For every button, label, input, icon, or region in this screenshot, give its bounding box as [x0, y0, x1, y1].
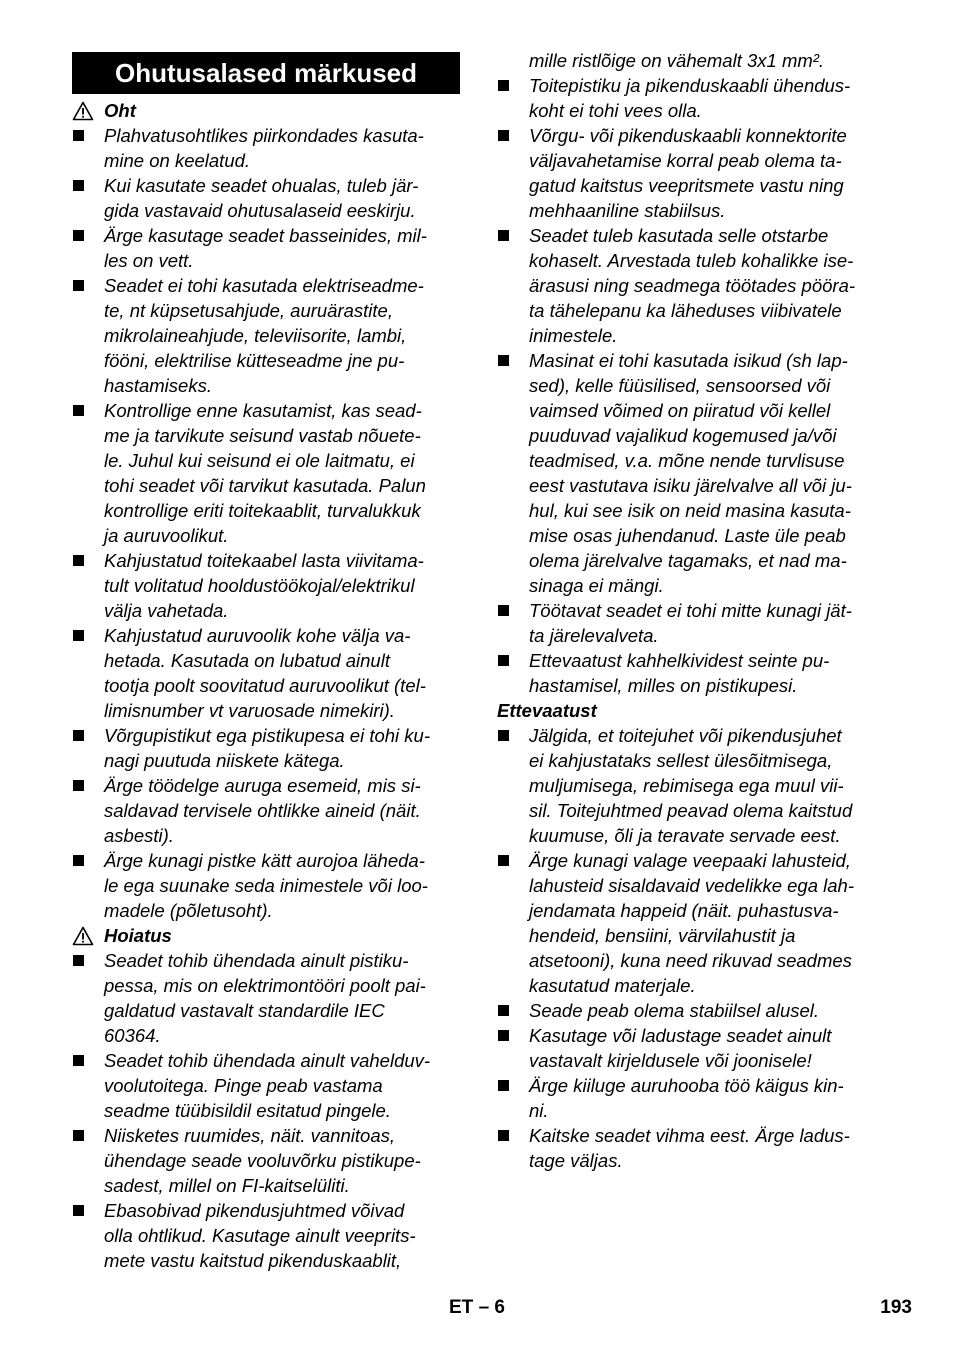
square-bullet-icon	[73, 855, 84, 866]
list-item	[72, 273, 460, 398]
list-item	[72, 723, 460, 773]
list-item	[497, 73, 889, 123]
list-item	[72, 223, 460, 273]
list-item-text: Seadet tuleb kasutada selle otstarbe kohaselt. Arvestada tuleb kohalikke ise- ärasusi ning seadmega töötades pööra- ta tähelepanu ka läheduses viibivatele inimestele.	[529, 225, 856, 346]
square-bullet-icon	[498, 355, 509, 366]
warning-heading-label: Hoiatus	[104, 925, 172, 946]
list-item-text: Kahjustatud toitekaabel lasta viivitama- tult volitatud hooldustöökojal/elektrikul välja vahetada.	[104, 550, 424, 621]
square-bullet-icon	[73, 280, 84, 291]
footer-language: ET	[449, 1297, 474, 1318]
square-bullet-icon	[73, 1205, 84, 1216]
list-item	[72, 773, 460, 848]
square-bullet-icon	[73, 555, 84, 566]
list-item-text: Ettevaatust kahhelkividest seinte pu- hastamisel, milles on pistikupesi.	[529, 650, 830, 696]
list-item	[72, 548, 460, 623]
square-bullet-icon	[498, 1130, 509, 1141]
square-bullet-icon	[73, 130, 84, 141]
warning-triangle-icon	[72, 926, 94, 946]
danger-heading	[72, 98, 460, 123]
list-item-text: Seade peab olema stabiilsel alusel.	[529, 1000, 820, 1021]
list-item	[72, 123, 460, 173]
square-bullet-icon	[73, 955, 84, 966]
left-column	[72, 48, 460, 1273]
square-bullet-icon	[73, 730, 84, 741]
square-bullet-icon	[73, 230, 84, 241]
list-item	[497, 598, 889, 648]
square-bullet-icon	[73, 1130, 84, 1141]
list-item	[497, 223, 889, 348]
list-item-text: Kontrollige enne kasutamist, kas sead- me ja tarvikute seisund vastab nõuete- le. Juhul kui seisund ei ole laitmatu, ei tohi seadet või tarvikut kasutada. Palun kontrollige eriti toitekaablit, turvalukkuk ja auruvoolikut.	[104, 400, 426, 546]
square-bullet-icon	[498, 80, 509, 91]
square-bullet-icon	[498, 230, 509, 241]
list-item-text: Niisketes ruumides, näit. vannitoas, ühendage seade vooluvõrku pistikupe- sadest, millel on FI-kaitselüliti.	[104, 1125, 421, 1196]
list-item-text: Plahvatusohtlikes piirkondades kasuta- mine on keelatud.	[104, 125, 424, 171]
square-bullet-icon	[73, 780, 84, 791]
list-item-text: Kui kasutate seadet ohualas, tuleb jär- gida vastavaid ohutusalaseid eeskirju.	[104, 175, 419, 221]
list-item-text: Töötavat seadet ei tohi mitte kunagi jät- ta järelevalveta.	[529, 600, 852, 646]
list-item-text: Kaitske seadet vihma eest. Ärge ladus- tage väljas.	[529, 1125, 850, 1171]
list-item	[72, 623, 460, 723]
square-bullet-icon	[73, 405, 84, 416]
list-item	[72, 948, 460, 1048]
list-item	[497, 1073, 889, 1123]
danger-list	[72, 123, 460, 923]
list-item-text: Ärge kasutage seadet basseinides, mil- les on vett.	[104, 225, 427, 271]
square-bullet-icon	[498, 855, 509, 866]
list-item	[497, 348, 889, 598]
square-bullet-icon	[498, 1080, 509, 1091]
list-item-text: Kasutage või ladustage seadet ainult vastavalt kirjeldusele või joonisele!	[529, 1025, 832, 1071]
list-item	[497, 723, 889, 848]
right-column	[497, 48, 889, 1173]
warning-list	[72, 948, 460, 1273]
list-item-text: Ärge kiiluge auruhooba töö käigus kin- ni.	[529, 1075, 844, 1121]
list-item-text: Seadet tohib ühendada ainult pistiku- pessa, mis on elektrimontööri poolt pai- galdatud vastavalt standardile IEC 60364.	[104, 950, 426, 1046]
warning-list-continued	[497, 73, 889, 698]
list-item	[72, 848, 460, 923]
list-item-text: Toitepistiku ja pikenduskaabli ühendus- koht ei tohi vees olla.	[529, 75, 851, 121]
square-bullet-icon	[498, 1005, 509, 1016]
page-number: 193	[880, 1297, 912, 1318]
list-item-text: Võrgupistikut ega pistikupesa ei tohi ku- nagi puutuda niiskete kätega.	[104, 725, 430, 771]
square-bullet-icon	[498, 605, 509, 616]
square-bullet-icon	[73, 1055, 84, 1066]
square-bullet-icon	[73, 180, 84, 191]
list-item-text: Kahjustatud auruvoolik kohe välja va- hetada. Kasutada on lubatud ainult tootja poolt soovitatud auruvoolikut (tel- limisnumber vt varuosade nimekiri).	[104, 625, 426, 721]
warning-heading	[72, 923, 460, 948]
list-item-text: Seadet ei tohi kasutada elektriseadme- te, nt küpsetusahjude, auruärastite, mikrolaineahjude, televiisorite, lambi, fööni, elektrilise kütteseadme jne pu- hastamiseks.	[104, 275, 424, 396]
list-item	[497, 998, 889, 1023]
list-item-text: Seadet tohib ühendada ainult vahelduv- voolutoitega. Pinge peab vastama seadme tüübisildil esitatud pingele.	[104, 1050, 431, 1121]
square-bullet-icon	[73, 630, 84, 641]
caution-heading: Ettevaatust	[497, 700, 597, 721]
list-item-text: Ärge kunagi valage veepaaki lahusteid, lahusteid sisaldavaid vedelikke ega lah- jendamata happeid (näit. puhastusva- hendeid, bensiini, värvilahustit ja atsetooni), kuna need rikuvad seadmes kasutatud materjale.	[529, 850, 854, 996]
list-item	[497, 1023, 889, 1073]
list-item	[72, 1048, 460, 1123]
list-item	[497, 123, 889, 223]
page-title: Ohutusalased märkused	[72, 52, 460, 94]
continued-text: mille ristlõige on vähemalt 3x1 mm².	[529, 50, 825, 71]
list-item	[72, 1198, 460, 1273]
list-item	[72, 398, 460, 548]
footer-section-label	[0, 1297, 954, 1319]
square-bullet-icon	[498, 130, 509, 141]
list-item	[497, 848, 889, 998]
footer-dash: –	[478, 1297, 490, 1318]
list-item-text: Ärge kunagi pistke kätt aurojoa läheda- le ega suunake seda inimestele või loo- madele (põletusoht).	[104, 850, 428, 921]
warning-triangle-icon	[72, 101, 94, 121]
list-item-text: Masinat ei tohi kasutada isikud (sh lap- sed), kelle füüsilised, sensoorsed või vaimsed võimed on piiratud või kellel puuduvad vajalikud kogemused ja/või teadmised, v.a. mõne nende turvlisuse eest vastutava isiku järelvalve all või ju- hul, kui see isik on neid masina kasuta- mise osas juhendanud. Laste üle peab olema järelvalve tagamaks, et nad ma- sinaga ei mängi.	[529, 350, 852, 596]
caution-list	[497, 723, 889, 1173]
list-item	[497, 648, 889, 698]
list-item-text: Ärge töödelge auruga esemeid, mis si- saldavad tervisele ohtlikke aineid (näit. asbesti).	[104, 775, 421, 846]
square-bullet-icon	[498, 655, 509, 666]
danger-heading-label: Oht	[104, 100, 136, 121]
square-bullet-icon	[498, 730, 509, 741]
list-item-text: Jälgida, et toitejuhet või pikendusjuhet ei kahjustataks sellest ülesõitmisega, muljumisega, rebimisega ega muul vii- sil. Toitejuhtmed peavad olema kaitstud kuumuse, õli ja teravate servade eest.	[529, 725, 853, 846]
list-item-text: Ebasobivad pikendusjuhtmed võivad olla ohtlikud. Kasutage ainult veeprits- mete vastu kaitstud pikenduskaablit,	[104, 1200, 416, 1271]
list-item	[497, 1123, 889, 1173]
list-item	[72, 1123, 460, 1198]
footer-section-page: 6	[494, 1297, 505, 1318]
square-bullet-icon	[498, 1030, 509, 1041]
list-item	[72, 173, 460, 223]
list-item-text: Võrgu- või pikenduskaabli konnektorite väljavahetamise korral peab olema ta- gatud kaitstus veepritsmete vastu ning mehhaaniline stabiilsus.	[529, 125, 847, 221]
